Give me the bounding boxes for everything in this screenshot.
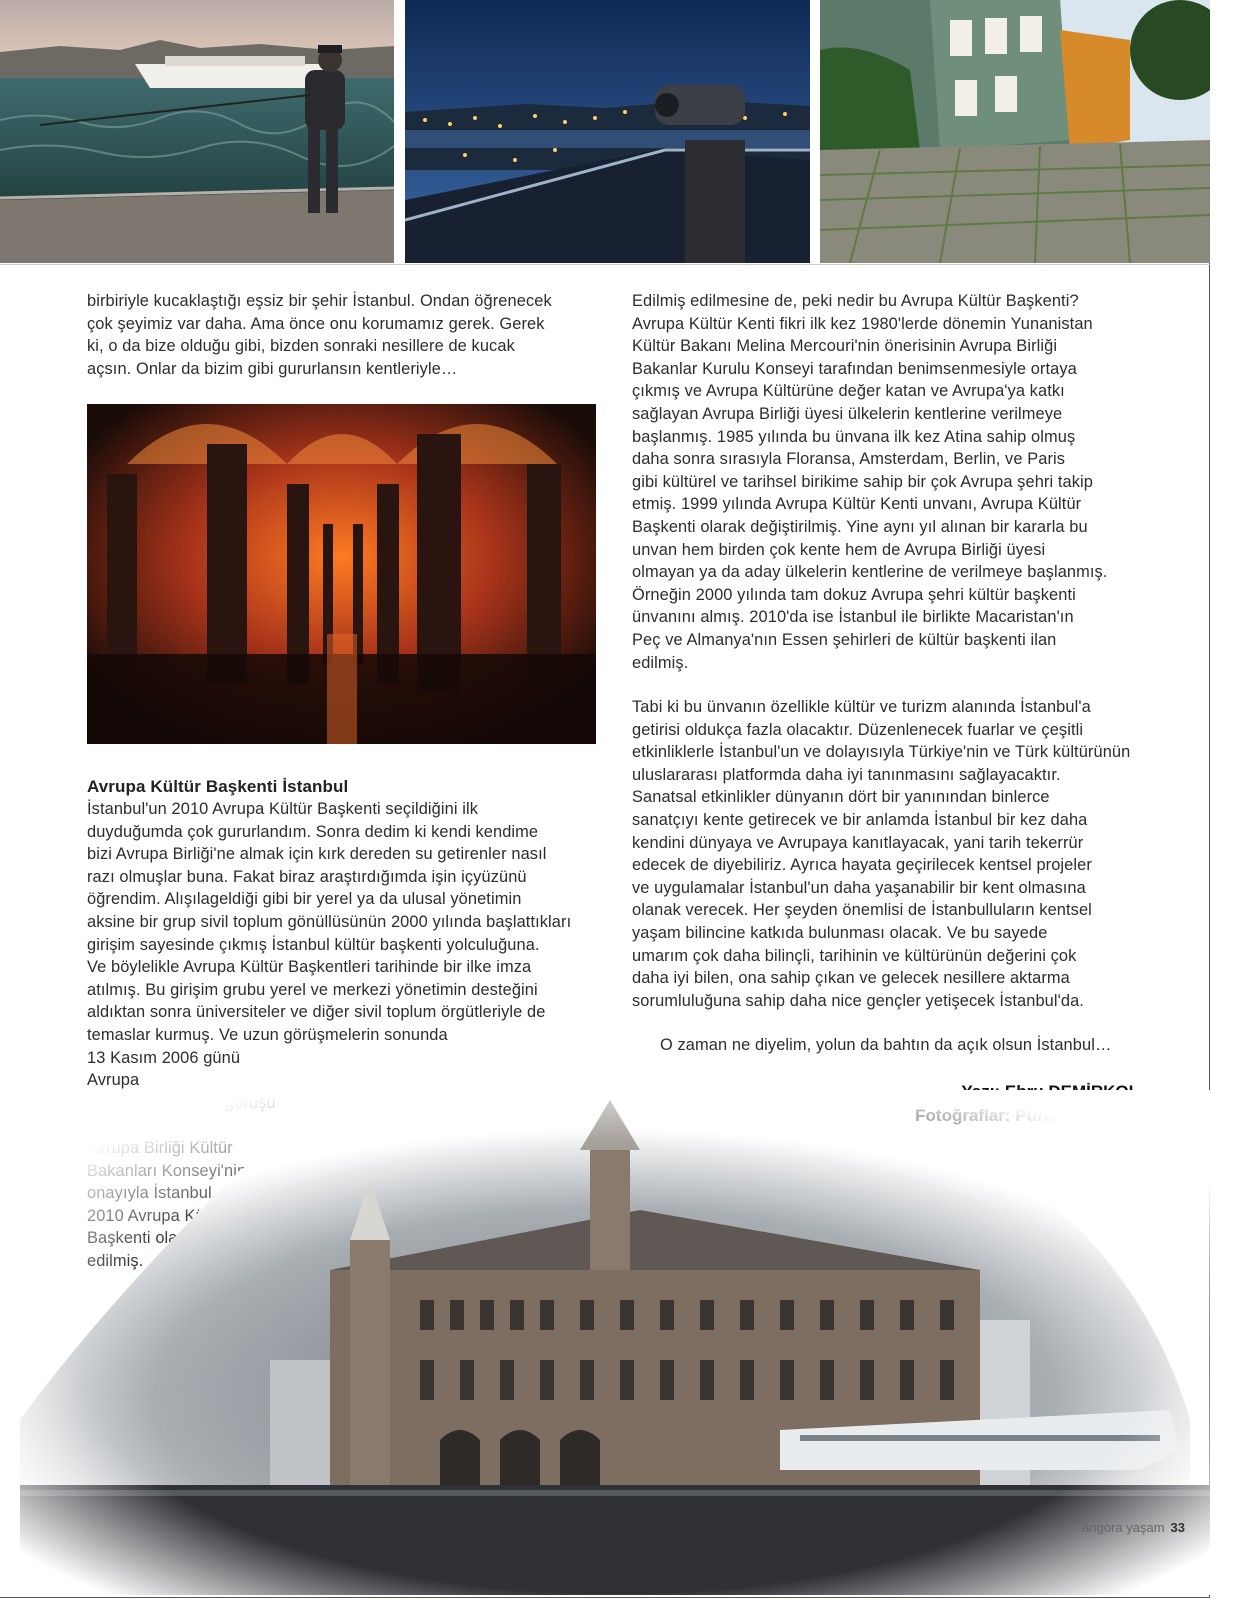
photo-haydarpasa-station	[20, 1090, 1210, 1595]
frame-line-top	[0, 264, 1210, 265]
magazine-name: angora yaşam	[1082, 1520, 1165, 1535]
right-paragraph-3: O zaman ne diyelim, yolun da bahtın da açık olsun İstanbul…	[660, 1036, 1112, 1055]
page-footer	[1082, 1520, 1185, 1535]
section-heading: Avrupa Kültür Başkenti İstanbul	[87, 777, 349, 796]
right-paragraph-2: Tabi ki bu ünvanın özellikle kültür ve turizm alanında İstanbul'a getirisi oldukça fazla olacaktır. Düzenlenecek fuarlar ve çeşitli etkinliklerle İstanbul'un ve dolayısıyla Türkiye'nin ve Türk kültürünün uluslararası platformda daha iyi tanınmasını sağlayacaktır. Sanatsal etkinlikler dünyanın dört bir yanınından binlerce sanatçıyı kente getirecek ve bir anlamda İstanbul bir kez daha kendini dünyaya ve Avrupaya kanıtlayacak, yani tarih tekerrür edecek de diyebiliriz. Ayrıca hayata geçirilecek kentsel projeler ve uygulamalar İstanbul'un daha yaşanabilir bir kent olmasına olanak verecek. Her şeyden önemlisi de İstanbulluların kentsel yaşam bilincine katkıda bulunması olacak. Ve bu sayede umarım çok daha bilinçli, tarihinin ve kültürünün değerini çok daha iyi bilen, ona sahip çıkan ve gelecek nesillere aktarma sorumluluğuna sahip daha nice gençler yetişecek İstanbul'da.	[632, 698, 1131, 1010]
left-narrow-text: 13 Kasım 2006 günü Avrupa	[87, 1048, 241, 1090]
photo-basilica-cistern	[87, 404, 596, 744]
frame-line-bottom	[0, 1597, 1210, 1598]
right-paragraph-1: Edilmiş edilmesine de, peki nedir bu Avrupa Kültür Başkenti? Avrupa Kültür Kenti fikri ilk kez 1980'lerde dönemin Yunanistan Kültür Bakanı Melina Mercouri'nin önerisinin Avrupa Birliği Bakanlar Kurulu Konseyi tarafından benimsenmesiyle ortaya çıkmış ve Avrupa Kültürüne değer katan ve Avrupa'ya katkı sağlayan Avrupa Birliği üyesi ülkelerin kentlerine verilmeye başlanmış. 1985 yılında bu ünvana ilk kez Atina sahip olmuş daha sonra sırasıyla Floransa, Amsterdam, Berlin, ve Paris gibi kültürel ve tarihsel birikime sahip bir çok Avrupa şehri takip etmiş. 1999 yılında Avrupa Kültür Kenti unvanı, Avrupa Kültür Başkenti olarak değiştirilmiş. Yine aynı yıl alınan bir kararla bu unvan hem birden çok kente hem de Avrupa Birliği üyesi olmayan ya da aday ülkelerin kentlerine de verilmeye başlanmış. Örneğin 2000 yılında tam dokuz Avrupa şehri kültür başkenti ünvanını almış. 2010'da ise İstanbul ile birlikte Macaristan'ın Peç ve Almanya'nın Essen şehirleri de kültür başkenti ilan edilmiş.	[632, 292, 1108, 672]
photo-wooden-houses-cobblestone	[820, 0, 1210, 263]
left-body-text: İstanbul'un 2010 Avrupa Kültür Başkenti seçildiğini ilk duyduğumda çok gururlandım. Sonra dedim ki kendi kendime bizi Avrupa Birliği'ne almak için kırk dereden su getirenler nasıl razı olmuşlar buna. Fakat biraz araştırdığımda işin içyüzünü öğrendim. Alışılageldiği gibi bir yerel ya da ulusal yönetimin aksine bir grup sivil toplum gönüllüsünün 2000 yılında başlattıkları girişim sayesinde çıkmış İstanbul kültür başkenti yolculuğuna. Ve böylelikle Avrupa Kültür Başkentleri tarihinde bir ilke imza atılmış. Bu girişim grubu yerel ve merkezi yönetimin desteğini aldıktan sonra üniversiteler ve diğer sivil toplum örgütleriyle de temaslar kurmuş. Ve uzun görüşmelerin sonunda	[87, 800, 572, 1044]
photo-fisherman-bosphorus	[0, 0, 394, 263]
right-column-section	[632, 290, 1144, 1057]
photo-night-city-view	[405, 0, 810, 263]
page-number: 33	[1170, 1520, 1185, 1535]
intro-text: birbiriyle kucaklaştığı eşsiz bir şehir İstanbul. Ondan öğrenecek çok şeyimiz var daha. Ama önce onu korumamız gerek. Gerek ki, o da bize olduğu gibi, bizden sonraki nesillere de kucak açsın. Onlar da bizim gibi gururlansın kentleriyle…	[87, 292, 552, 378]
article-intro-paragraph	[87, 290, 592, 380]
